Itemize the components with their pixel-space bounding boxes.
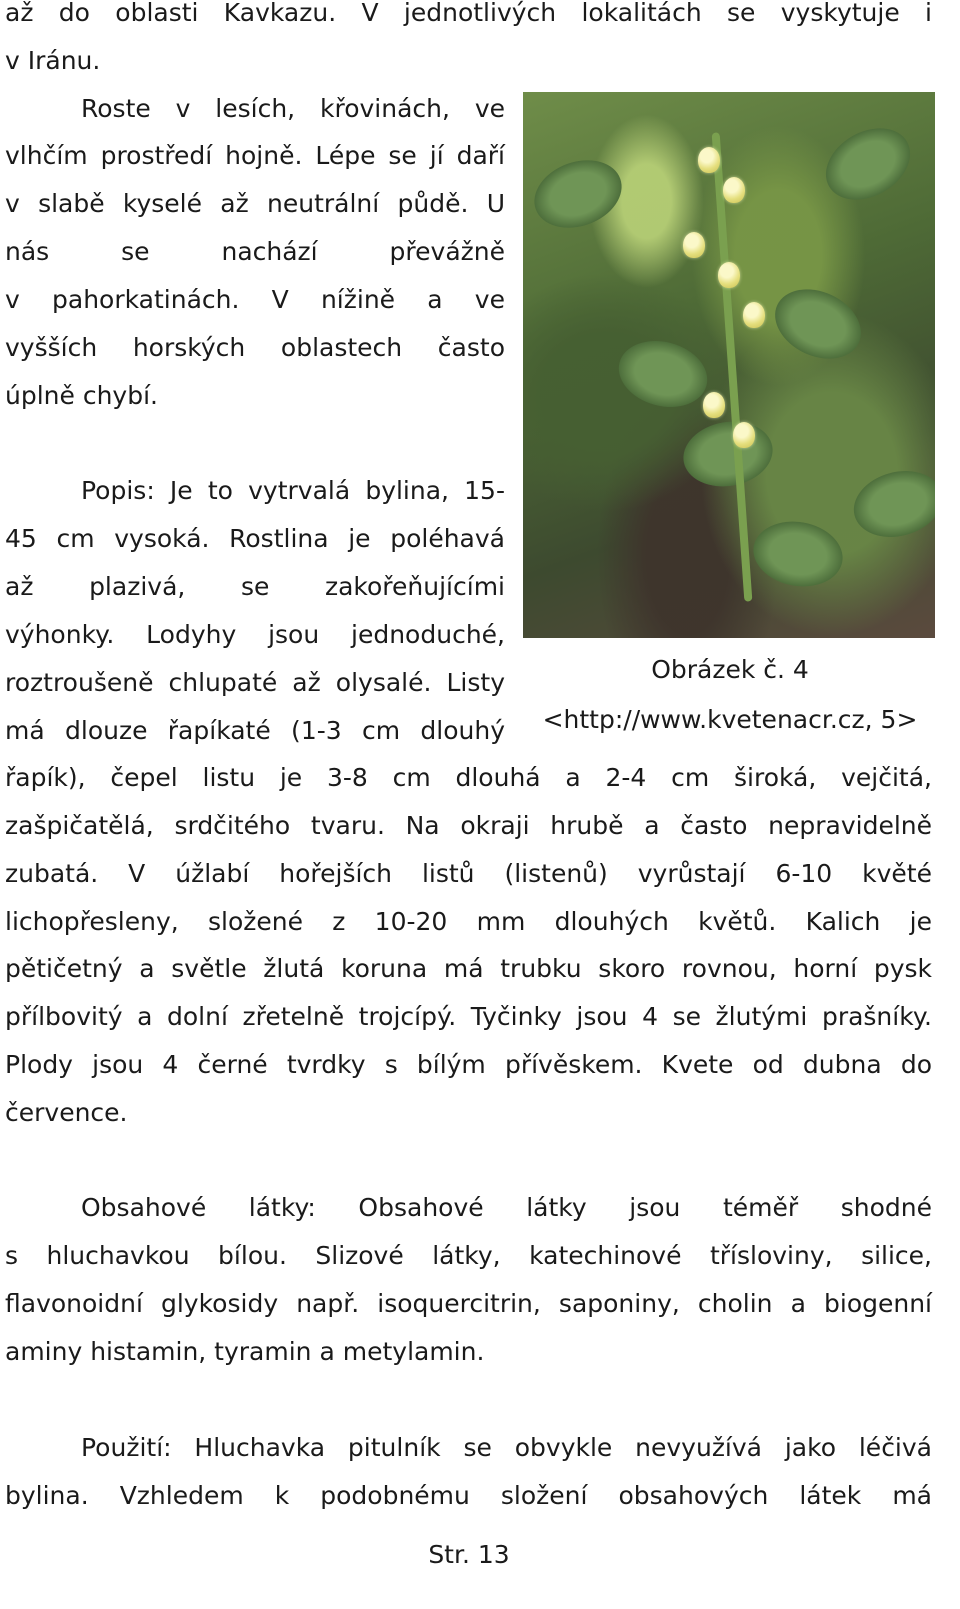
text-line: v slabě kyselé až neutrální půdě. U	[5, 189, 505, 218]
text-line: Obsahové látky: Obsahové látky jsou téměř shodné	[81, 1193, 932, 1222]
leaf-shape	[678, 415, 778, 494]
page-number: Str. 13	[428, 1540, 510, 1569]
leaf-shape	[748, 515, 848, 594]
text-line: úplně chybí.	[5, 381, 158, 410]
text-line: flavonoidní glykosidy např. isoquercitrin, saponiny, cholin a biogenní	[5, 1289, 932, 1318]
figure-source: <http://www.kvetenacr.cz, 5>	[542, 705, 918, 734]
text-line: aminy histamin, tyramin a metylamin.	[5, 1337, 485, 1366]
text-line: nás se nachází převážně	[5, 237, 505, 266]
text-line: v pahorkatinách. V nížině a ve	[5, 285, 505, 314]
text-line: vlhčím prostředí hojně. Lépe se jí daří	[5, 141, 505, 170]
leaf-shape	[611, 331, 714, 416]
text-line: vyšších horských oblastech často	[5, 333, 505, 362]
leaf-shape	[846, 461, 935, 546]
text-line: Roste v lesích, křovinách, ve	[81, 94, 505, 123]
text-line: zubatá. V úžlabí hořejších listů (listenů) vyrůstají 6-10 květé	[5, 859, 932, 888]
flower-shape	[703, 392, 725, 418]
figure-caption: Obrázek č. 4	[651, 655, 809, 684]
text-line: výhonky. Lodyhy jsou jednoduché,	[5, 620, 505, 649]
text-line: Použití: Hluchavka pitulník se obvykle nevyužívá jako léčivá	[81, 1433, 932, 1462]
text-line: až plazivá, se zakořeňujícími	[5, 572, 505, 601]
text-line: přílbovitý a dolní zřetelně trojcípý. Tyčinky jsou 4 se žlutými prašníky.	[5, 1002, 932, 1031]
text-line: bylina. Vzhledem k podobnému složení obsahových látek má	[5, 1481, 932, 1510]
text-line: Plody jsou 4 černé tvrdky s bílým přívěskem. Kvete od dubna do	[5, 1050, 932, 1079]
text-line: má dlouze řapíkaté (1-3 cm dlouhý	[5, 716, 505, 745]
text-line: 45 cm vysoká. Rostlina je poléhavá	[5, 524, 505, 553]
text-line: řapík), čepel listu je 3-8 cm dlouhá a 2-4 cm široká, vejčitá,	[5, 763, 932, 792]
text-line: s hluchavkou bílou. Slizové látky, katechinové třísloviny, silice,	[5, 1241, 932, 1270]
text-line: roztroušeně chlupaté až olysalé. Listy	[5, 668, 505, 697]
text-line: července.	[5, 1098, 128, 1127]
text-line: až do oblasti Kavkazu. V jednotlivých lokalitách se vyskytuje i	[5, 0, 932, 27]
flower-shape	[683, 232, 705, 258]
text-line: zašpičatělá, srdčitého tvaru. Na okraji hrubě a často nepravidelně	[5, 811, 932, 840]
flower-shape	[698, 147, 720, 173]
text-line: pětičetný a světle žlutá koruna má trubku skoro rovnou, horní pysk	[5, 954, 932, 983]
leaf-shape	[813, 114, 923, 214]
flower-shape	[723, 177, 745, 203]
flower-shape	[743, 302, 765, 328]
leaf-shape	[525, 149, 631, 240]
text-line: v Iránu.	[5, 46, 101, 75]
flower-shape	[718, 262, 740, 288]
plant-photo	[523, 92, 935, 638]
text-line: lichopřesleny, složené z 10-20 mm dlouhých květů. Kalich je	[5, 907, 932, 936]
text-line: Popis: Je to vytrvalá bylina, 15-	[81, 476, 505, 505]
flower-shape	[733, 422, 755, 448]
leaf-shape	[764, 276, 873, 372]
